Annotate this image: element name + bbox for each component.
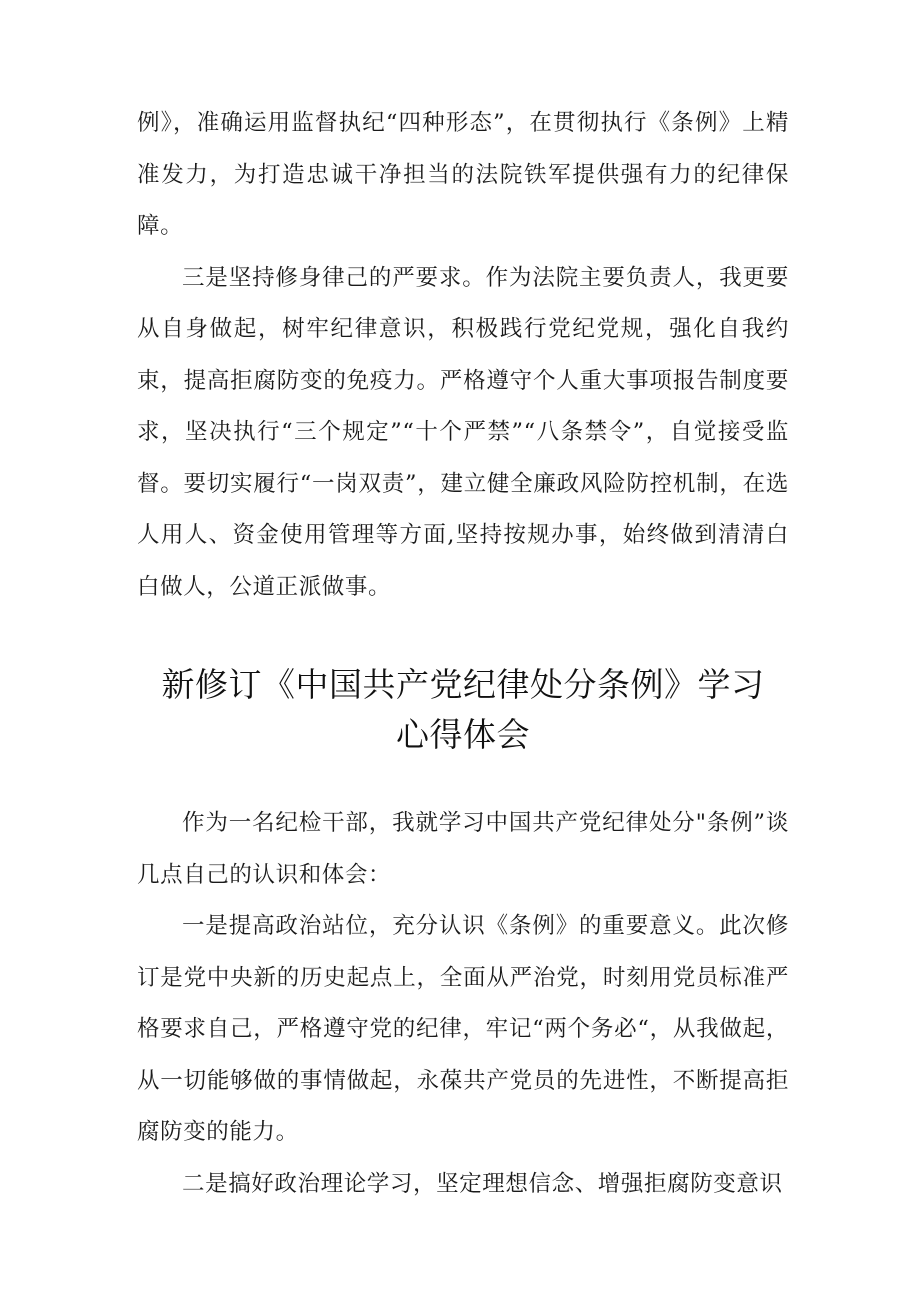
title-line-2: 心得体会 [396, 715, 530, 754]
paragraph-point-three: 三是坚持修身律己的严要求。作为法院主要负责人，我更要从自身做起，树牢纪律意识，积极践行党纪党规，强化自我约束，提高拒腐防变的免疫力。严格遵守个人重大事项报告制度要求，坚决执行“三个规定”“十个严禁”“八条禁令”，自觉接受监督。要切实履行“一岗双责”，建立健全廉政风险防控机制，在选人用人、资金使用管理等方面,坚持按规办事，始终做到清清白白做人，公道正派做事。 [137, 264, 789, 600]
document-page [137, 98, 789, 1210]
intro-paragraph: 作为一名纪检干部，我就学习中国共产党纪律处分"条例”谈几点自己的认识和体会： [137, 810, 789, 888]
paragraph-point-one: 一是提高政治站位，充分认识《条例》的重要意义。此次修订是党中央新的历史起点上，全面从严治党，时刻用党员标准严格要求自己，严格遵守党的纪律，牢记“两个务必“，从我做起，从一切能够做的事情做起，永葆共产党员的先进性，不断提高拒腐防变的能力。 [137, 913, 789, 1145]
document-title [137, 660, 789, 760]
continued-paragraph: 例》，准确运用监督执纪“四种形态”，在贯彻执行《条例》上精准发力，为打造忠诚干净担当的法院铁军提供强有力的纪律保障。 [137, 110, 789, 239]
title-line-1: 新修订《中国共产党纪律处分条例》学习 [161, 665, 765, 704]
paragraph-point-two: 二是搞好政治理论学习，坚定理想信念、增强拒腐防变意识 [182, 1170, 783, 1197]
